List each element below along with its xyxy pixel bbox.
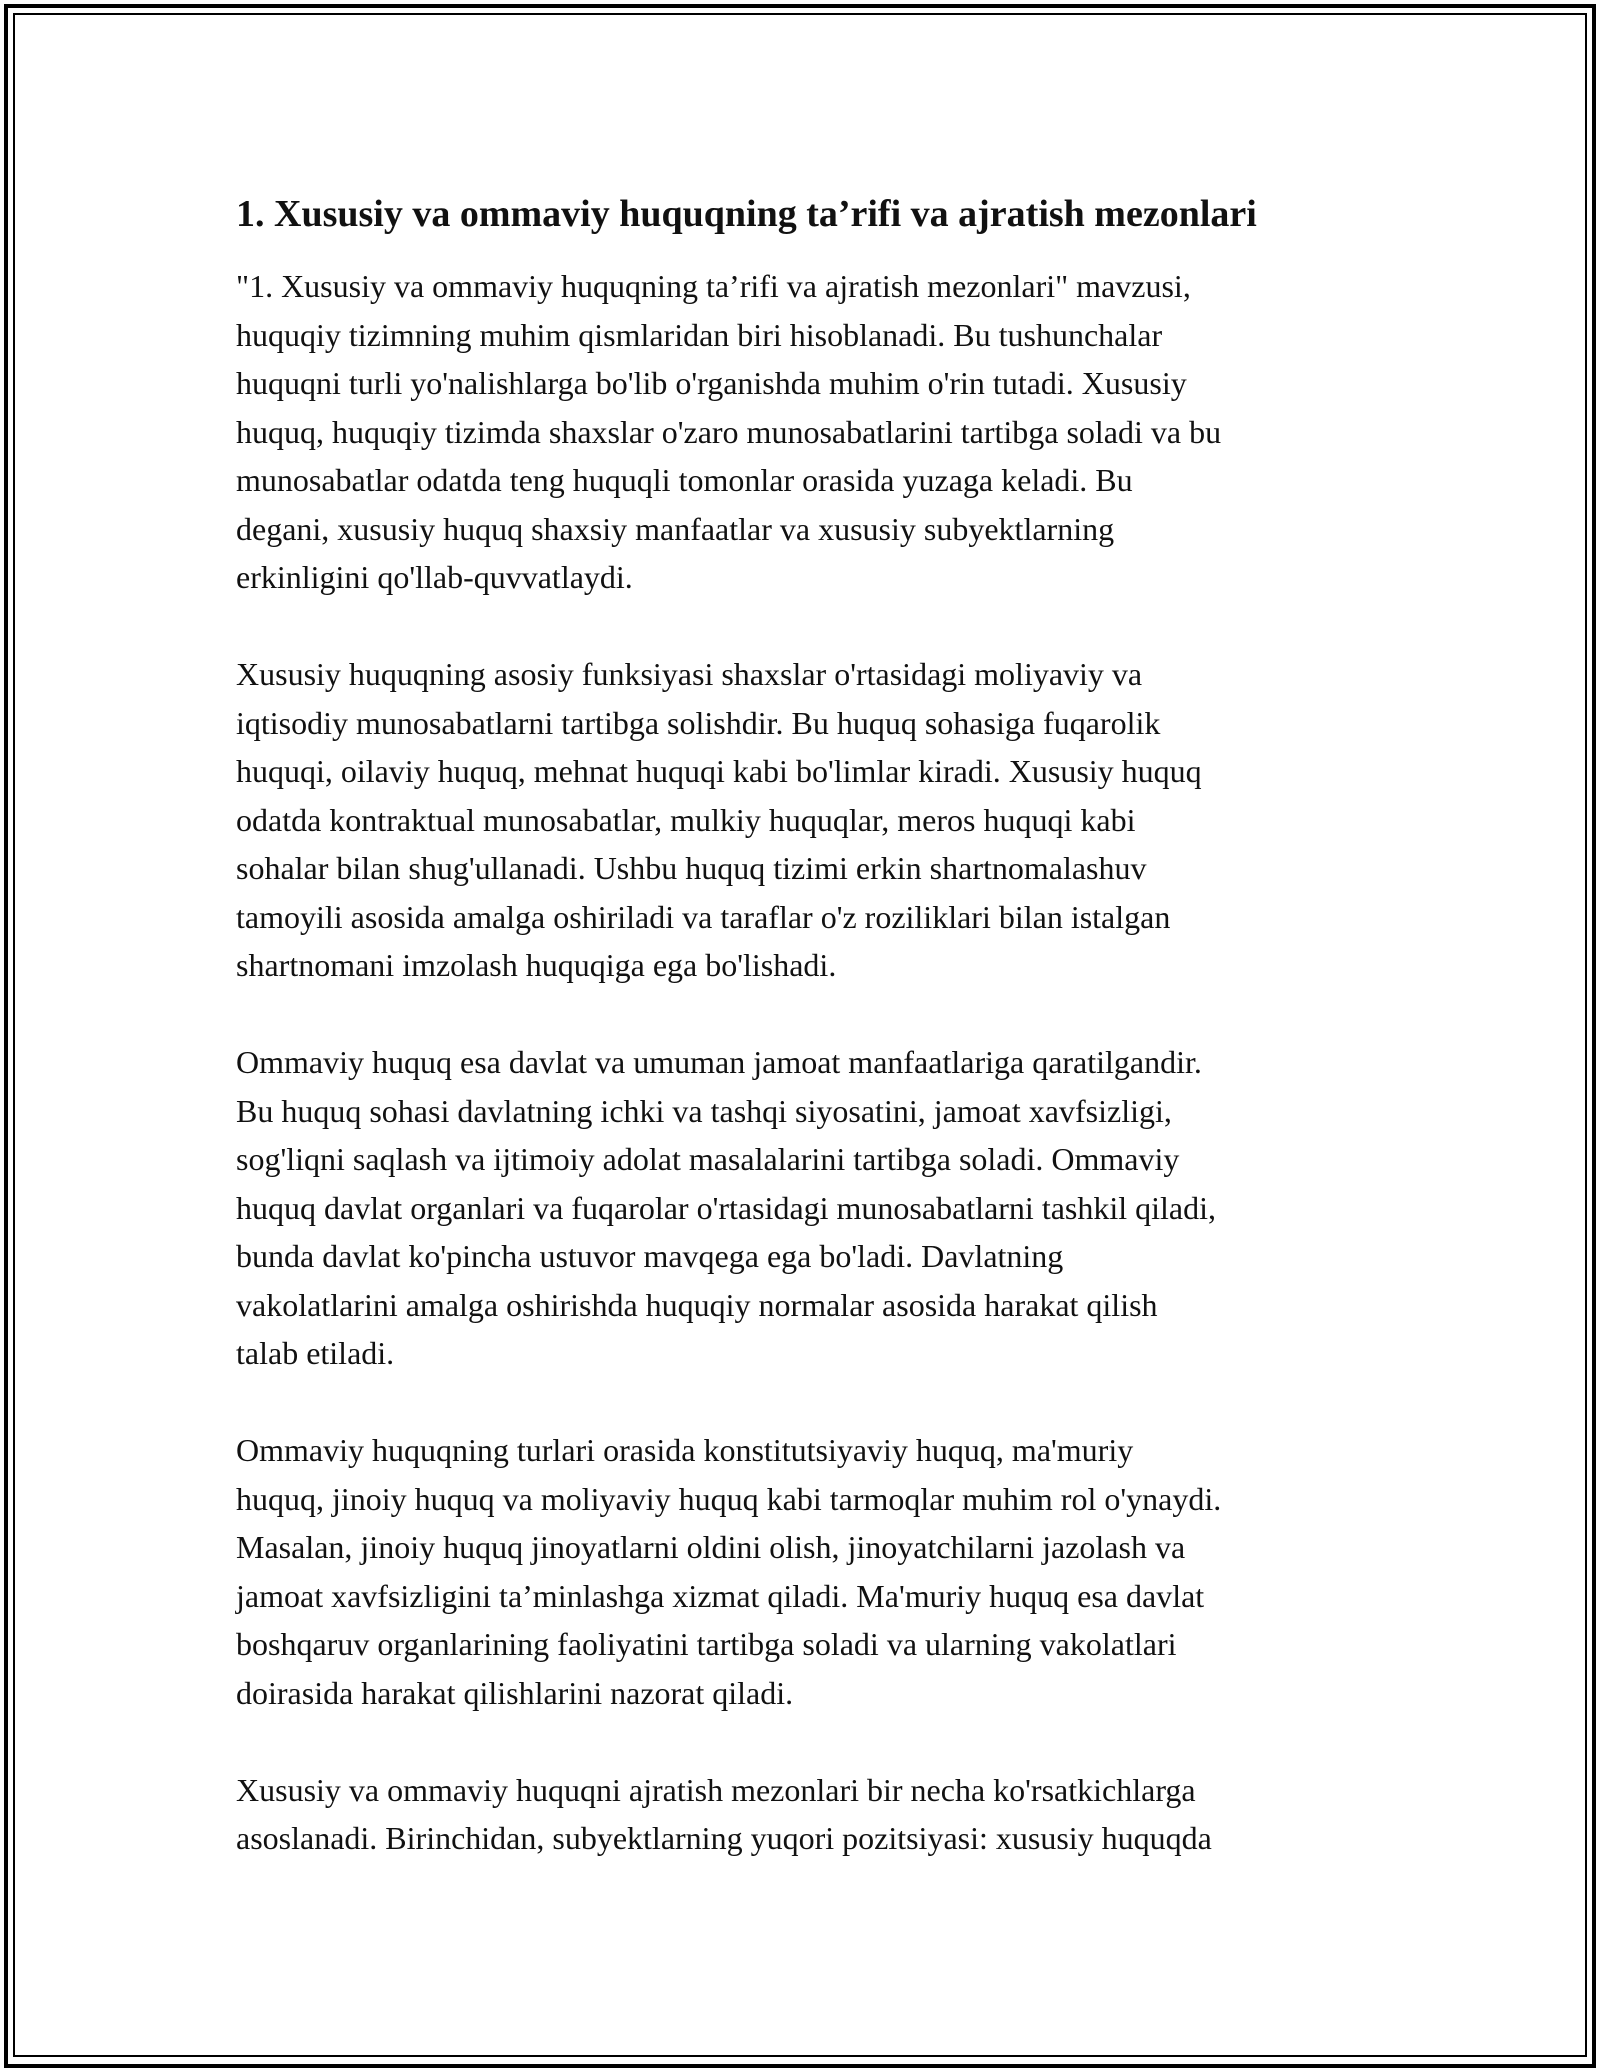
document-title: 1. Xususiy va ommaviy huquqning ta’rifi va ajratish mezonlari xyxy=(236,193,1257,235)
paragraph-1: "1. Xususiy va ommaviy huquqning ta’rifi va ajratish mezonlari" mavzusi, huquqiy tizimning muhim qismlaridan biri hisoblanadi. Bu tushunchalar huquqni turli yo'nalishlarga bo'lib o'rganishda muhim o'rin tutadi. Xususiy huquq, huquqiy tizimda shaxslar o'zaro munosabatlarini tartibga soladi va bu munosabatlar odatda teng huquqli tomonlar orasida yuzaga keladi. Bu degani, xususiy huquq shaxsiy manfaatlar va xususiy subyektlarning erkinligini qo'llab-quvvatlaydi. xyxy=(236,268,1222,595)
document-body xyxy=(236,186,1366,1911)
paragraph-3: Ommaviy huquq esa davlat va umuman jamoat manfaatlariga qaratilgandir. Bu huquq sohasi davlatning ichki va tashqi siyosatini, jamoat xavfsizligi, sog'liqni saqlash va ijtimoiy adolat masalalarini tartibga soladi. Ommaviy huquq davlat organlari va fuqarolar o'rtasidagi munosabatlarni tashkil qiladi, bunda davlat ko'pincha ustuvor mavqega ega bo'ladi. Davlatning vakolatlarini amalga oshirishda huquqiy normalar asosida harakat qilish talab etiladi. xyxy=(236,1044,1217,1371)
paragraph-4: Ommaviy huquqning turlari orasida konstitutsiyaviy huquq, ma'muriy huquq, jinoiy huquq va moliyaviy huquq kabi tarmoqlar muhim rol o'ynaydi. Masalan, jinoiy huquq jinoyatlarni oldini olish, jinoyatchilarni jazolash va jamoat xavfsizligini ta’minlashga xizmat qiladi. Ma'muriy huquq esa davlat boshqaruv organlarining faoliyatini tartibga soladi va ularning vakolatlari doirasida harakat qilishlarini nazorat qiladi. xyxy=(236,1432,1222,1711)
paragraph-2: Xususiy huquqning asosiy funksiyasi shaxslar o'rtasidagi moliyaviy va iqtisodiy munosabatlarni tartibga solishdir. Bu huquq sohasiga fuqarolik huquqi, oilaviy huquq, mehnat huquqi kabi bo'limlar kiradi. Xususiy huquq odatda kontraktual munosabatlar, mulkiy huquqlar, meros huquqi kabi sohalar bilan shug'ullanadi. Ushbu huquq tizimi erkin shartnomalashuv tamoyili asosida amalga oshiriladi va taraflar o'z roziliklari bilan istalgan shartnomani imzolash huquqiga ega bo'lishadi. xyxy=(236,656,1202,983)
paragraph-5: Xususiy va ommaviy huquqni ajratish mezonlari bir necha ko'rsatkichlarga asoslanadi. Birinchidan, subyektlarning yuqori pozitsiyasi: xususiy huquqda xyxy=(236,1771,1212,1856)
